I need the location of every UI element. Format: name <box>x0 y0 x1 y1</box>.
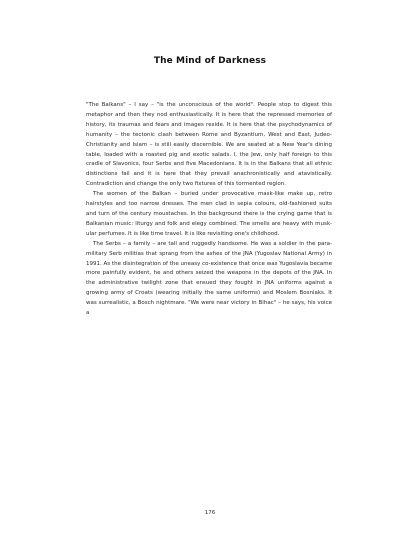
chapter-title: The Mind of Darkness <box>153 56 267 66</box>
paragraph: The Serbs – a family – are tall and ruggedly handsome. He was a soldier in the para-military Serb militias that sprang from the ashes of the JNA (Yugoslav National Army) in 1991. As the disintegration of the uneasy co-existence that once was Yugoslavia became more painfully evident, he and others seized the weapons in the depots of the JNA. In the administrative twilight zone that ensued they fought in JNA uniforms against a growing army of Croats (wearing initially the same uniforms) and Moslem Bosniaks. It was surrealistic, a Bosch nightmare. "We were near victory in Bihac" – he says, his voice a <box>86 240 332 317</box>
page-number: 176 <box>204 510 216 516</box>
body-text <box>86 101 332 319</box>
paragraph: The women of the Balkan – buried under provocative mask-like make up, retro hairstyles and too narrow dresses. The men clad in sepia colours, old-fashioned suits and turn of the century moustaches. In the background there is the crying game that is Balkanian music: liturgy and folk and elegy combined. The smells are heavy with musk-ular perfumes. It is like time travel. It is like revisiting one's childhood. <box>86 191 332 237</box>
paragraph: "The Balkans" – I say – "is the unconscious of the world". People stop to digest this metaphor and then they nod enthusiastically. It is here that the repressed memories of history, its traumas and fears and images reside. It is here that the psychodynamics of humanity – the tectonic clash between Rome and Byzantium, West and East, Judeo-Christianity and Islam – is still easily discernible. We are seated at a New Year's dining table, loaded with a roasted pig and exotic salads. I, the Jew, only half foreign to this cradle of Slavonics, four Serbs and five Macedonians. It is in the Balkans that all ethnic distinctions fail and it is here that they prevail anachronistically and atavistically. Contradiction and change the only two fixtures of this tormented region. <box>86 102 332 188</box>
